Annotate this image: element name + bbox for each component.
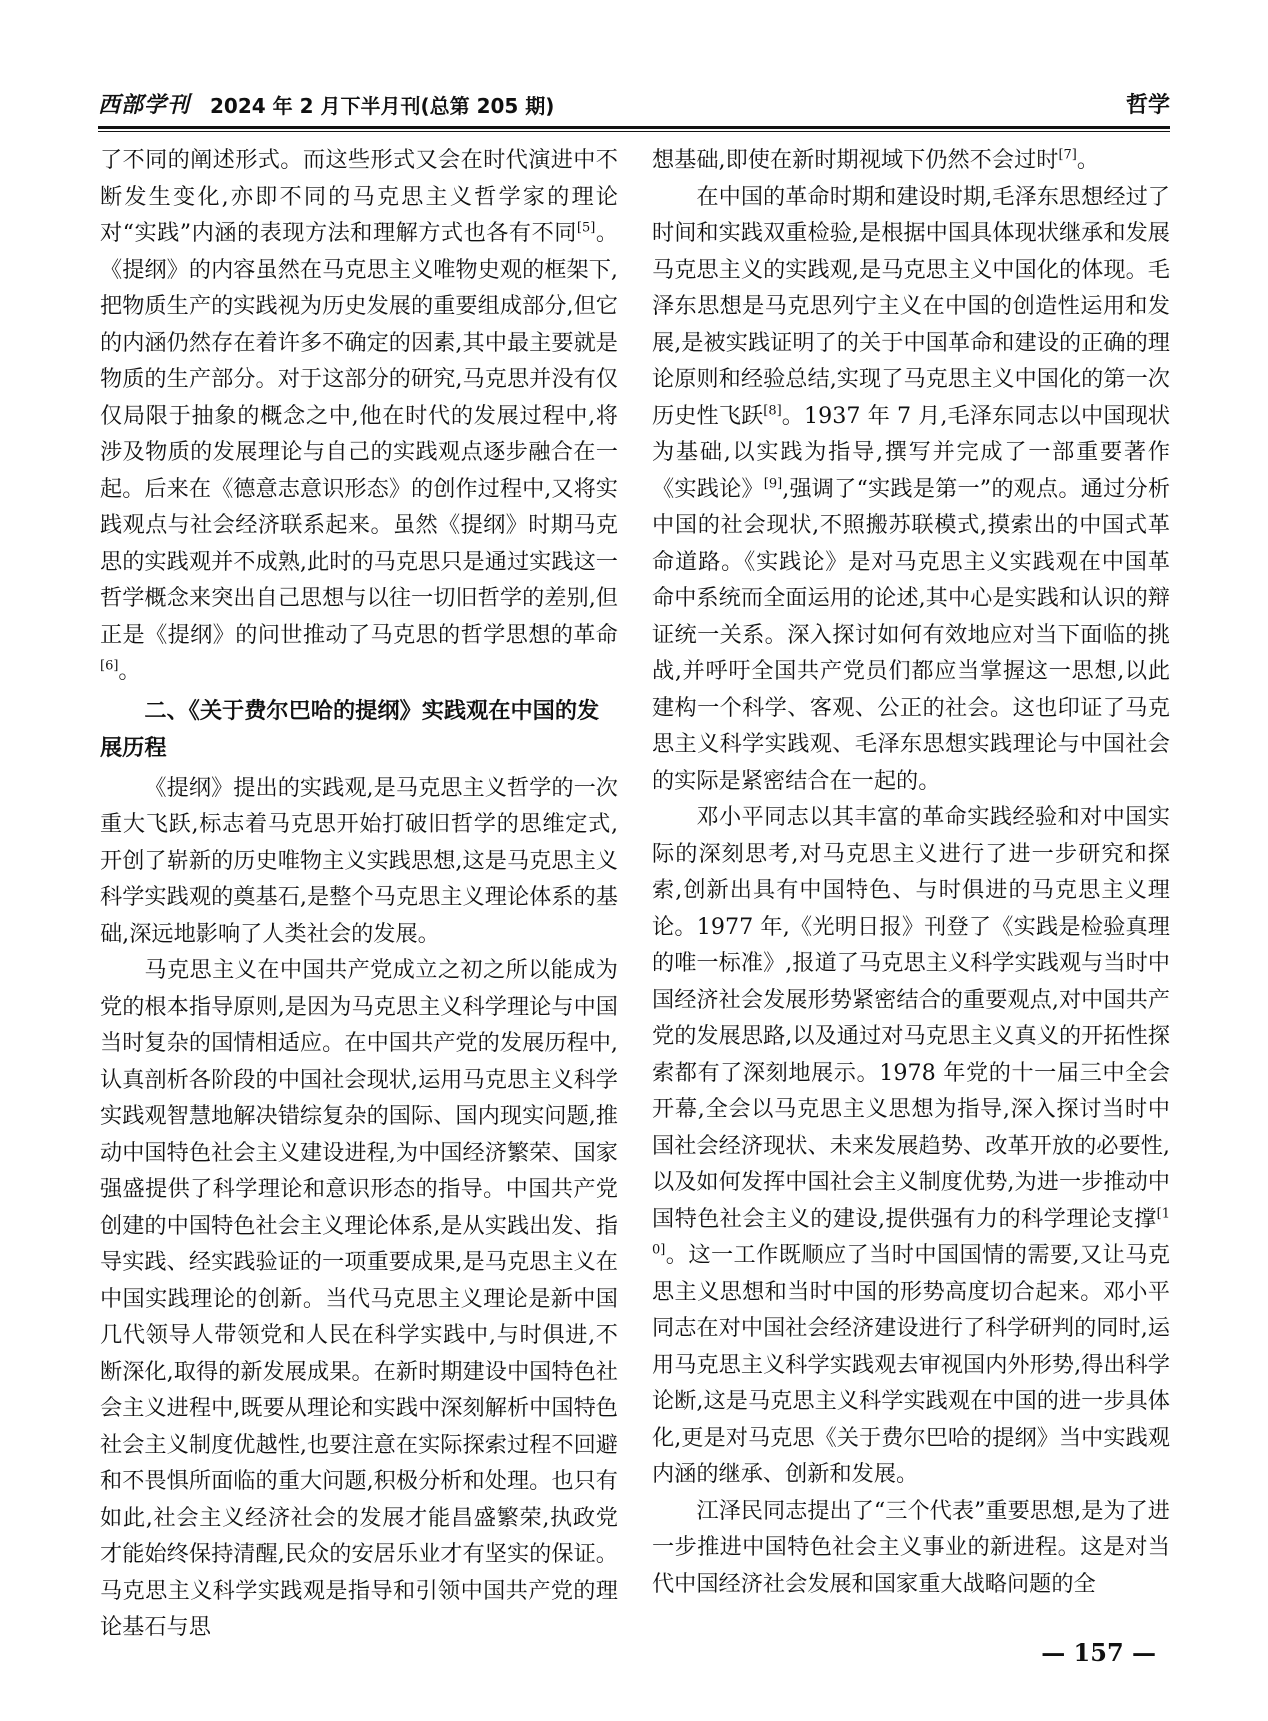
body-paragraph — [652, 142, 1170, 179]
journal-name: 西部学刊 — [98, 92, 191, 118]
header-rule-thin — [98, 131, 1170, 132]
paragraph-text: 。1937 年 7 月,毛泽东同志以中国现状为基础,以实践为指导,撰写并完成了一部重要著作《实践论》 — [652, 402, 1171, 502]
citation-mark: [8] — [763, 403, 782, 419]
section-heading: 二、《关于费尔巴哈的提纲》实践观在中国的发展历程 — [100, 697, 600, 761]
citation-mark: [5] — [576, 220, 596, 236]
paragraph-text: 想基础,即使在新时期视域下仍然不会过时 — [652, 147, 1059, 173]
paragraph-text: 。 — [118, 658, 141, 684]
body-paragraph: 马克思主义在中国共产党成立之初之所以能成为党的根本指导原则,是因为马克思主义科学理论与中国当时复杂的国情相适应。在中国共产党的发展历程中,认真剖析各阶段的中国社会现状,运用马克思主义科学实践观智慧地解决错综复杂的国际、国内现实问题,推动中国特色社会主义建设进程,为中国经济繁荣、国家强盛提供了科学理论和意识形态的指导。中国共产党创建的中国特色社会主义理论体系,是从实践出发、指导实践、经实践验证的一项重要成果,是马克思主义在中国实践理论的创新。当代马克思主义理论是新中国几代领导人带领党和人民在科学实践中,与时俱进,不断深化,取得的新发展成果。在新时期建设中国特色社会主义进程中,既要从理论和实践中深刻解析中国特色社会主义制度优越性,也要注意在实际探索过程不回避和不畏惧所面临的重大问题,积极分析和处理。也只有如此,社会主义经济社会的发展才能昌盛繁荣,执政党才能始终保持清醒,民众的安居乐业才有坚实的保证。马克思主义科学实践观是指导和引领中国共产党的理论基石与思 — [100, 957, 618, 1640]
issue-info: 2024 年 2 月下半月刊(总第 205 期) — [210, 94, 555, 118]
page-number: — 157 — — [1041, 1638, 1156, 1667]
header-rule-thick — [98, 126, 1170, 129]
paragraph-text: ,强调了“实践是第一”的观点。通过分析中国的社会现状,不照搬苏联模式,摸索出的中国式革命道路。《实践论》是对马克思主义实践观在中国革命中系统而全面运用的论述,其中心是实践和认识的辩证统一关系。深入探讨如何有效地应对当下面临的挑战,并呼吁全国共产党员们都应当掌握这一思想,以此建构一个科学、客观、公正的社会。这也印证了马克思主义科学实践观、毛泽东思想实践理论与中国社会的实际是紧密结合在一起的。 — [652, 475, 1171, 794]
right-column — [652, 142, 1170, 1602]
section-label: 哲学 — [1125, 93, 1170, 118]
body-paragraph — [100, 142, 618, 690]
citation-mark: [6] — [100, 658, 119, 674]
paragraph-text: 了不同的阐述形式。而这些形式又会在时代演进中不断发生变化,亦即不同的马克思主义哲学家的理论对“实践”内涵的表现方法和理解方式也各有不同 — [100, 147, 618, 246]
citation-mark: [10] — [652, 1206, 1170, 1258]
paragraph-text: 。 — [1076, 147, 1100, 173]
paragraph-text: 邓小平同志以其丰富的革命实践经验和对中国实际的深刻思考,对马克思主义进行了进一步研究和探索,创新出具有中国特色、与时俱进的马克思主义理论。1977 年,《光明日报》刊登了《实践是检验真理的唯一标准》,报道了马克思主义科学实践观与当时中国经济社会发展形势紧密结合的重要观点,对中国共产党的发展思路,以及通过对马克思主义真义的开拓性探索都有了深刻地展示。1978 年党的十一届三中全会开幕,全会以马克思主义思想为指导,深入探讨当时中国社会经济现状、未来发展趋势、改革开放的必要性,以及如何发挥中国社会主义制度优势,为进一步推动中国特色社会主义的建设,提供强有力的科学理论支撑 — [652, 804, 1170, 1232]
body-paragraph: 《提纲》提出的实践观,是马克思主义哲学的一次重大飞跃,标志着马克思开始打破旧哲学的思维定式,开创了崭新的历史唯物主义实践思想,这是马克思主义科学实践观的奠基石,是整个马克思主义理论体系的基础,深远地影响了人类社会的发展。 — [100, 774, 618, 947]
running-header — [98, 86, 1170, 122]
paragraph-text: 。这一工作既顺应了当时中国国情的需要,又让马克思主义思想和当时中国的形势高度切合起来。邓小平同志在对中国社会经济建设进行了科学研判的同时,运用马克思主义科学实践观去审视国内外形势,得出科学论断,这是马克思主义科学实践观在中国的进一步具体化,更是对马克思《关于费尔巴哈的提纲》当中实践观内涵的继承、创新和发展。 — [652, 1242, 1170, 1487]
citation-mark: [7] — [1058, 147, 1077, 163]
paragraph-text: 在中国的革命时期和建设时期,毛泽东思想经过了时间和实践双重检验,是根据中国具体现状继承和发展马克思主义的实践观,是马克思主义中国化的体现。毛泽东思想是马克思列宁主义在中国的创造性运用和发展,是被实践证明了的关于中国革命和建设的正确的理论原则和经验总结,实现了马克思主义中国化的第一次历史性飞跃 — [652, 183, 1170, 429]
paragraph-text: 。《提纲》的内容虽然在马克思主义唯物史观的框架下,把物质生产的实践视为历史发展的重要组成部分,但它的内涵仍然存在着许多不确定的因素,其中最主要就是物质的生产部分。对于这部分的研究,马克思并没有仅仅局限于抽象的概念之中,他在时代的发展过程中,将涉及物质的发展理论与自己的实践观点逐步融合在一起。后来在《德意志意识形态》的创作过程中,又将实践观点与社会经济联系起来。虽然《提纲》时期马克思的实践观并不成熟,此时的马克思只是通过实践这一哲学概念来突出自己思想与以往一切旧哲学的差别,但正是《提纲》的问世推动了马克思的哲学思想的革命 — [100, 220, 619, 648]
body-paragraph — [652, 799, 1170, 1493]
left-column — [100, 142, 618, 1646]
body-paragraph: 江泽民同志提出了“三个代表”重要思想,是为了进一步推进中国特色社会主义事业的新进程。这是对当代中国经济社会发展和国家重大战略问题的全 — [652, 1497, 1170, 1597]
citation-mark: [9] — [763, 476, 783, 492]
body-paragraph — [652, 179, 1170, 800]
